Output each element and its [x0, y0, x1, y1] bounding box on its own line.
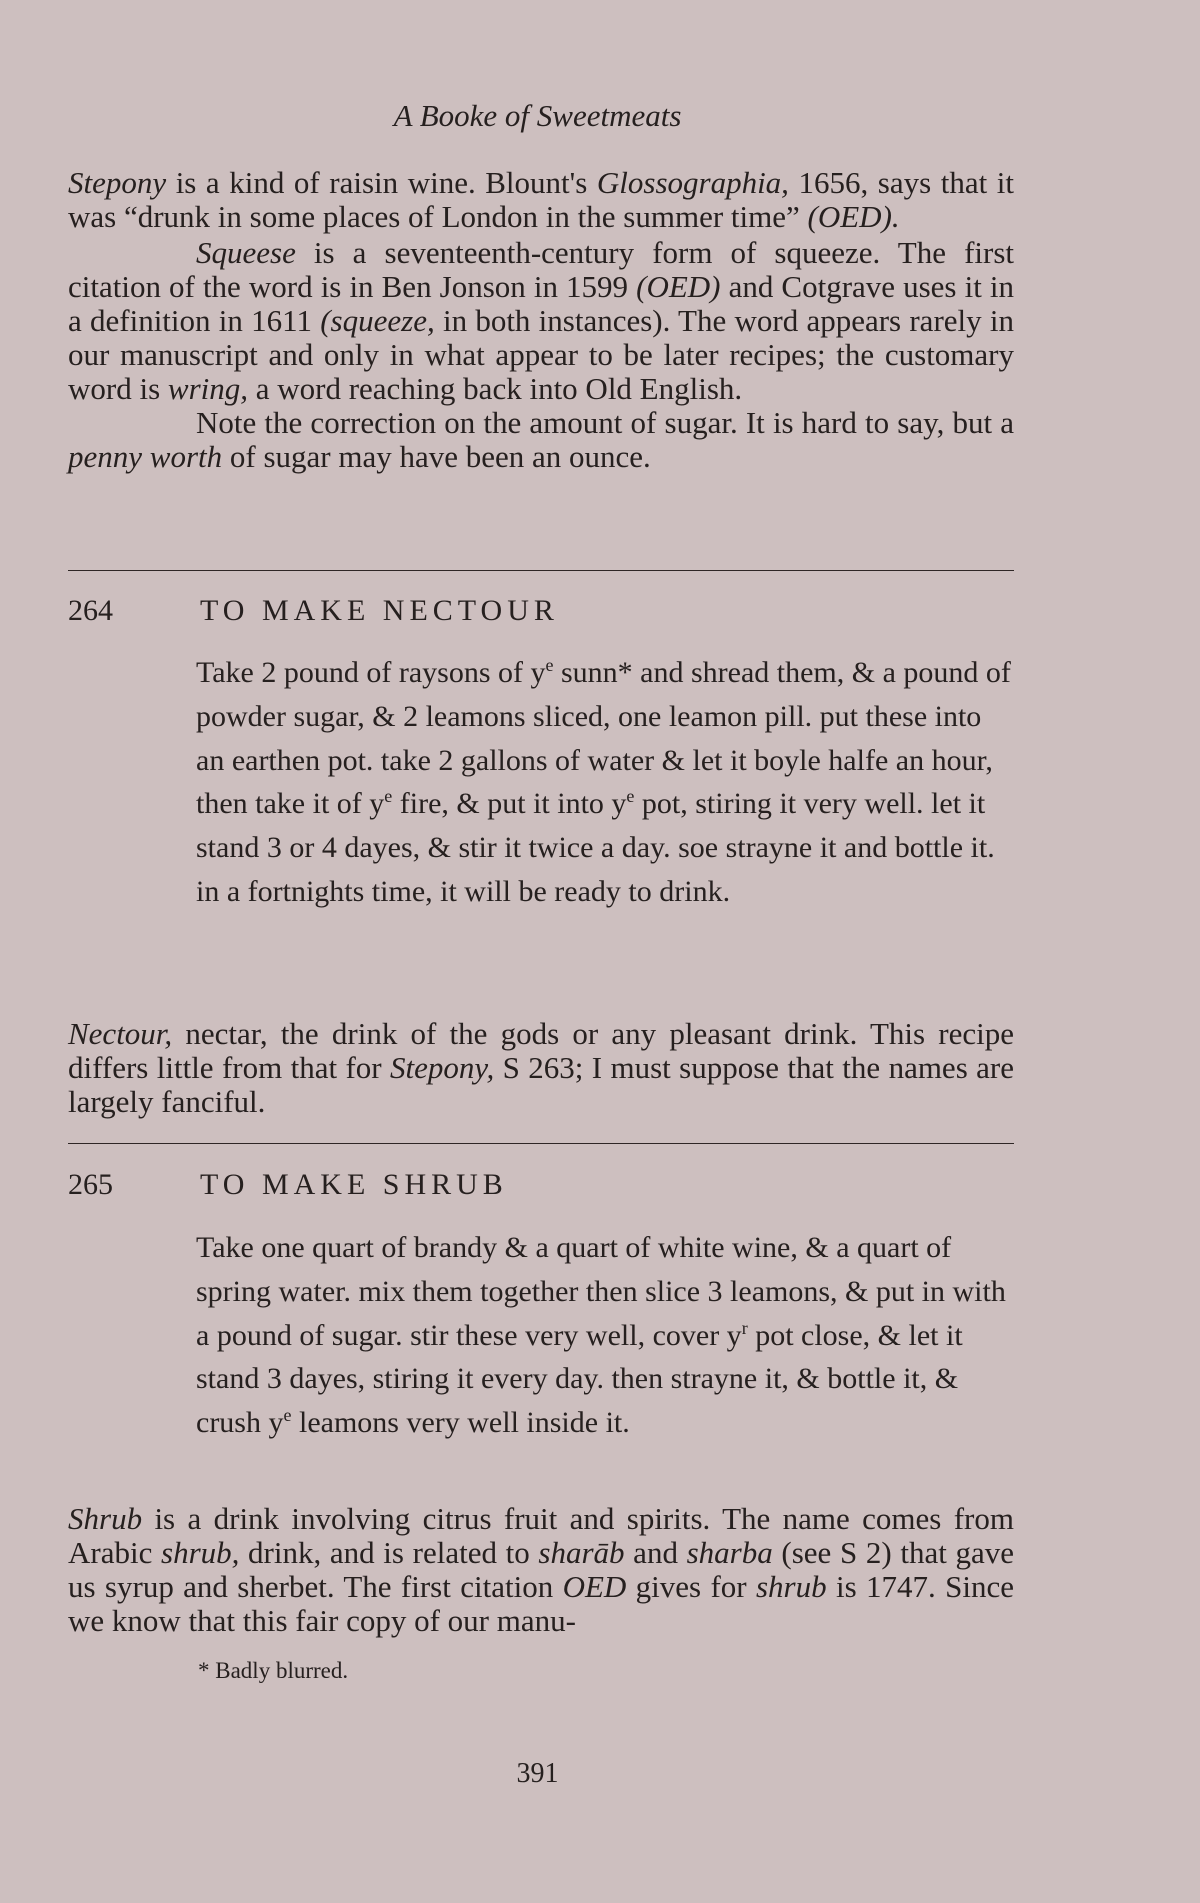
- section-rule: [68, 570, 1014, 571]
- commentary-paragraph: [68, 166, 1014, 234]
- text-run: in both instances). The word appears rarely in our manuscript and only in what appear to be later recipes; the customary word is: [68, 303, 1014, 406]
- superscript: e: [384, 786, 393, 807]
- text-run: pot, stiring it very well. let it stand 3 or 4 dayes, & stir it twice a day. soe strayne it and bottle it. in a fortnights time, it will be ready to drink.: [196, 787, 995, 908]
- text-run: fire, & put it into y: [392, 787, 627, 821]
- text-run: (see S 2) that gave us syrup and sherbet. The first citation: [68, 1535, 1014, 1604]
- text-run: is a drink involving citrus fruit and spirits. The name comes from Arabic: [68, 1501, 1014, 1570]
- italic-phrase: penny worth: [68, 439, 223, 474]
- recipe-title: TO MAKE SHRUB: [200, 1168, 508, 1201]
- text-run: sunn* and shread them, & a pound of powder sugar, & 2 leamons sliced, one leamon pill. put these into an earthen pot. take 2 gallons of water & let it boyle halfe an hour, then take it of y: [196, 656, 1011, 821]
- text-run: and: [624, 1535, 687, 1570]
- text-run: 1656, says that it was “drunk in some places of London in the summer time”: [68, 165, 1014, 234]
- text-run: pot close, & let it stand 3 dayes, stiring it every day. then strayne it, & bottle it, & crush y: [196, 1318, 963, 1440]
- recipe-title: TO MAKE NECTOUR: [200, 594, 559, 627]
- text-run: drink, and is related to: [239, 1535, 539, 1570]
- italic-term: Shrub: [68, 1501, 143, 1536]
- text-run: gives for: [626, 1569, 756, 1604]
- text-run: is a kind of raisin wine. Blount's: [166, 165, 597, 200]
- italic-word: sharba: [686, 1535, 773, 1570]
- text-run: nectar, the drink of the gods or any pleasant drink. This recipe differs little from that for: [68, 1016, 1014, 1085]
- italic-word: (squeeze,: [320, 303, 435, 338]
- superscript: e: [283, 1405, 292, 1426]
- page-number: 391: [516, 1758, 559, 1789]
- italic-word: sharāb: [538, 1535, 625, 1570]
- commentary-paragraph: [68, 1017, 1014, 1119]
- italic-source: OED: [562, 1569, 627, 1604]
- recipe-paragraph: [196, 651, 1016, 914]
- commentary-paragraph: [68, 1502, 1014, 1638]
- commentary-263: [68, 166, 1014, 474]
- italic-word: wring,: [167, 371, 248, 406]
- text-run: and Cotgrave uses it in a definition in 1611: [68, 269, 1014, 338]
- recipe-text: [196, 651, 1016, 914]
- recipe-number: 264: [68, 594, 113, 627]
- recipe-text: [196, 1226, 1016, 1445]
- superscript: e: [545, 655, 554, 676]
- text-run: is 1747. Since we know that this fair copy of our manu-: [68, 1569, 1014, 1638]
- commentary-paragraph: [68, 406, 1014, 474]
- italic-word: shrub: [755, 1569, 827, 1604]
- recipe-number: 265: [68, 1168, 113, 1201]
- italic-word: shrub,: [161, 1535, 240, 1570]
- italic-source: (OED).: [807, 199, 900, 234]
- text-run: Note the correction on the amount of sugar. It is hard to say, but a: [196, 405, 1014, 440]
- commentary-264: [68, 1017, 1014, 1119]
- italic-source: (OED): [636, 269, 721, 304]
- text-run: is a seventeenth-century form of squeeze. The first citation of the word is in Ben Jonson in 1599: [68, 235, 1014, 304]
- recipe-paragraph: [196, 1226, 1016, 1445]
- italic-work: Glossographia,: [596, 165, 789, 200]
- italic-term: Stepony: [68, 165, 167, 200]
- superscript: r: [741, 1317, 748, 1338]
- text-run: Take 2 pound of raysons of y: [196, 656, 546, 689]
- italic-term: Squeese: [196, 235, 296, 270]
- text-run: S 263; I must suppose that the names are largely fanciful.: [68, 1050, 1014, 1119]
- superscript: e: [626, 786, 635, 807]
- text-run: leamons very well inside it.: [291, 1406, 630, 1440]
- text-run: Take one quart of brandy & a quart of white wine, & a quart of spring water. mix them together then slice 3 leamons, & put in with a pound of sugar. stir these very well, cover y: [196, 1231, 1006, 1352]
- italic-term: Nectour,: [68, 1016, 173, 1051]
- italic-ref: Stepony,: [390, 1050, 495, 1085]
- commentary-265: [68, 1502, 1014, 1638]
- text-run: of sugar may have been an ounce.: [222, 439, 651, 474]
- running-head: A Booke of Sweetmeats: [393, 98, 682, 133]
- commentary-paragraph: [68, 236, 1014, 406]
- text-run: a word reaching back into Old English.: [248, 371, 743, 406]
- section-rule: [68, 1143, 1014, 1144]
- footnote: * Badly blurred.: [198, 1658, 349, 1683]
